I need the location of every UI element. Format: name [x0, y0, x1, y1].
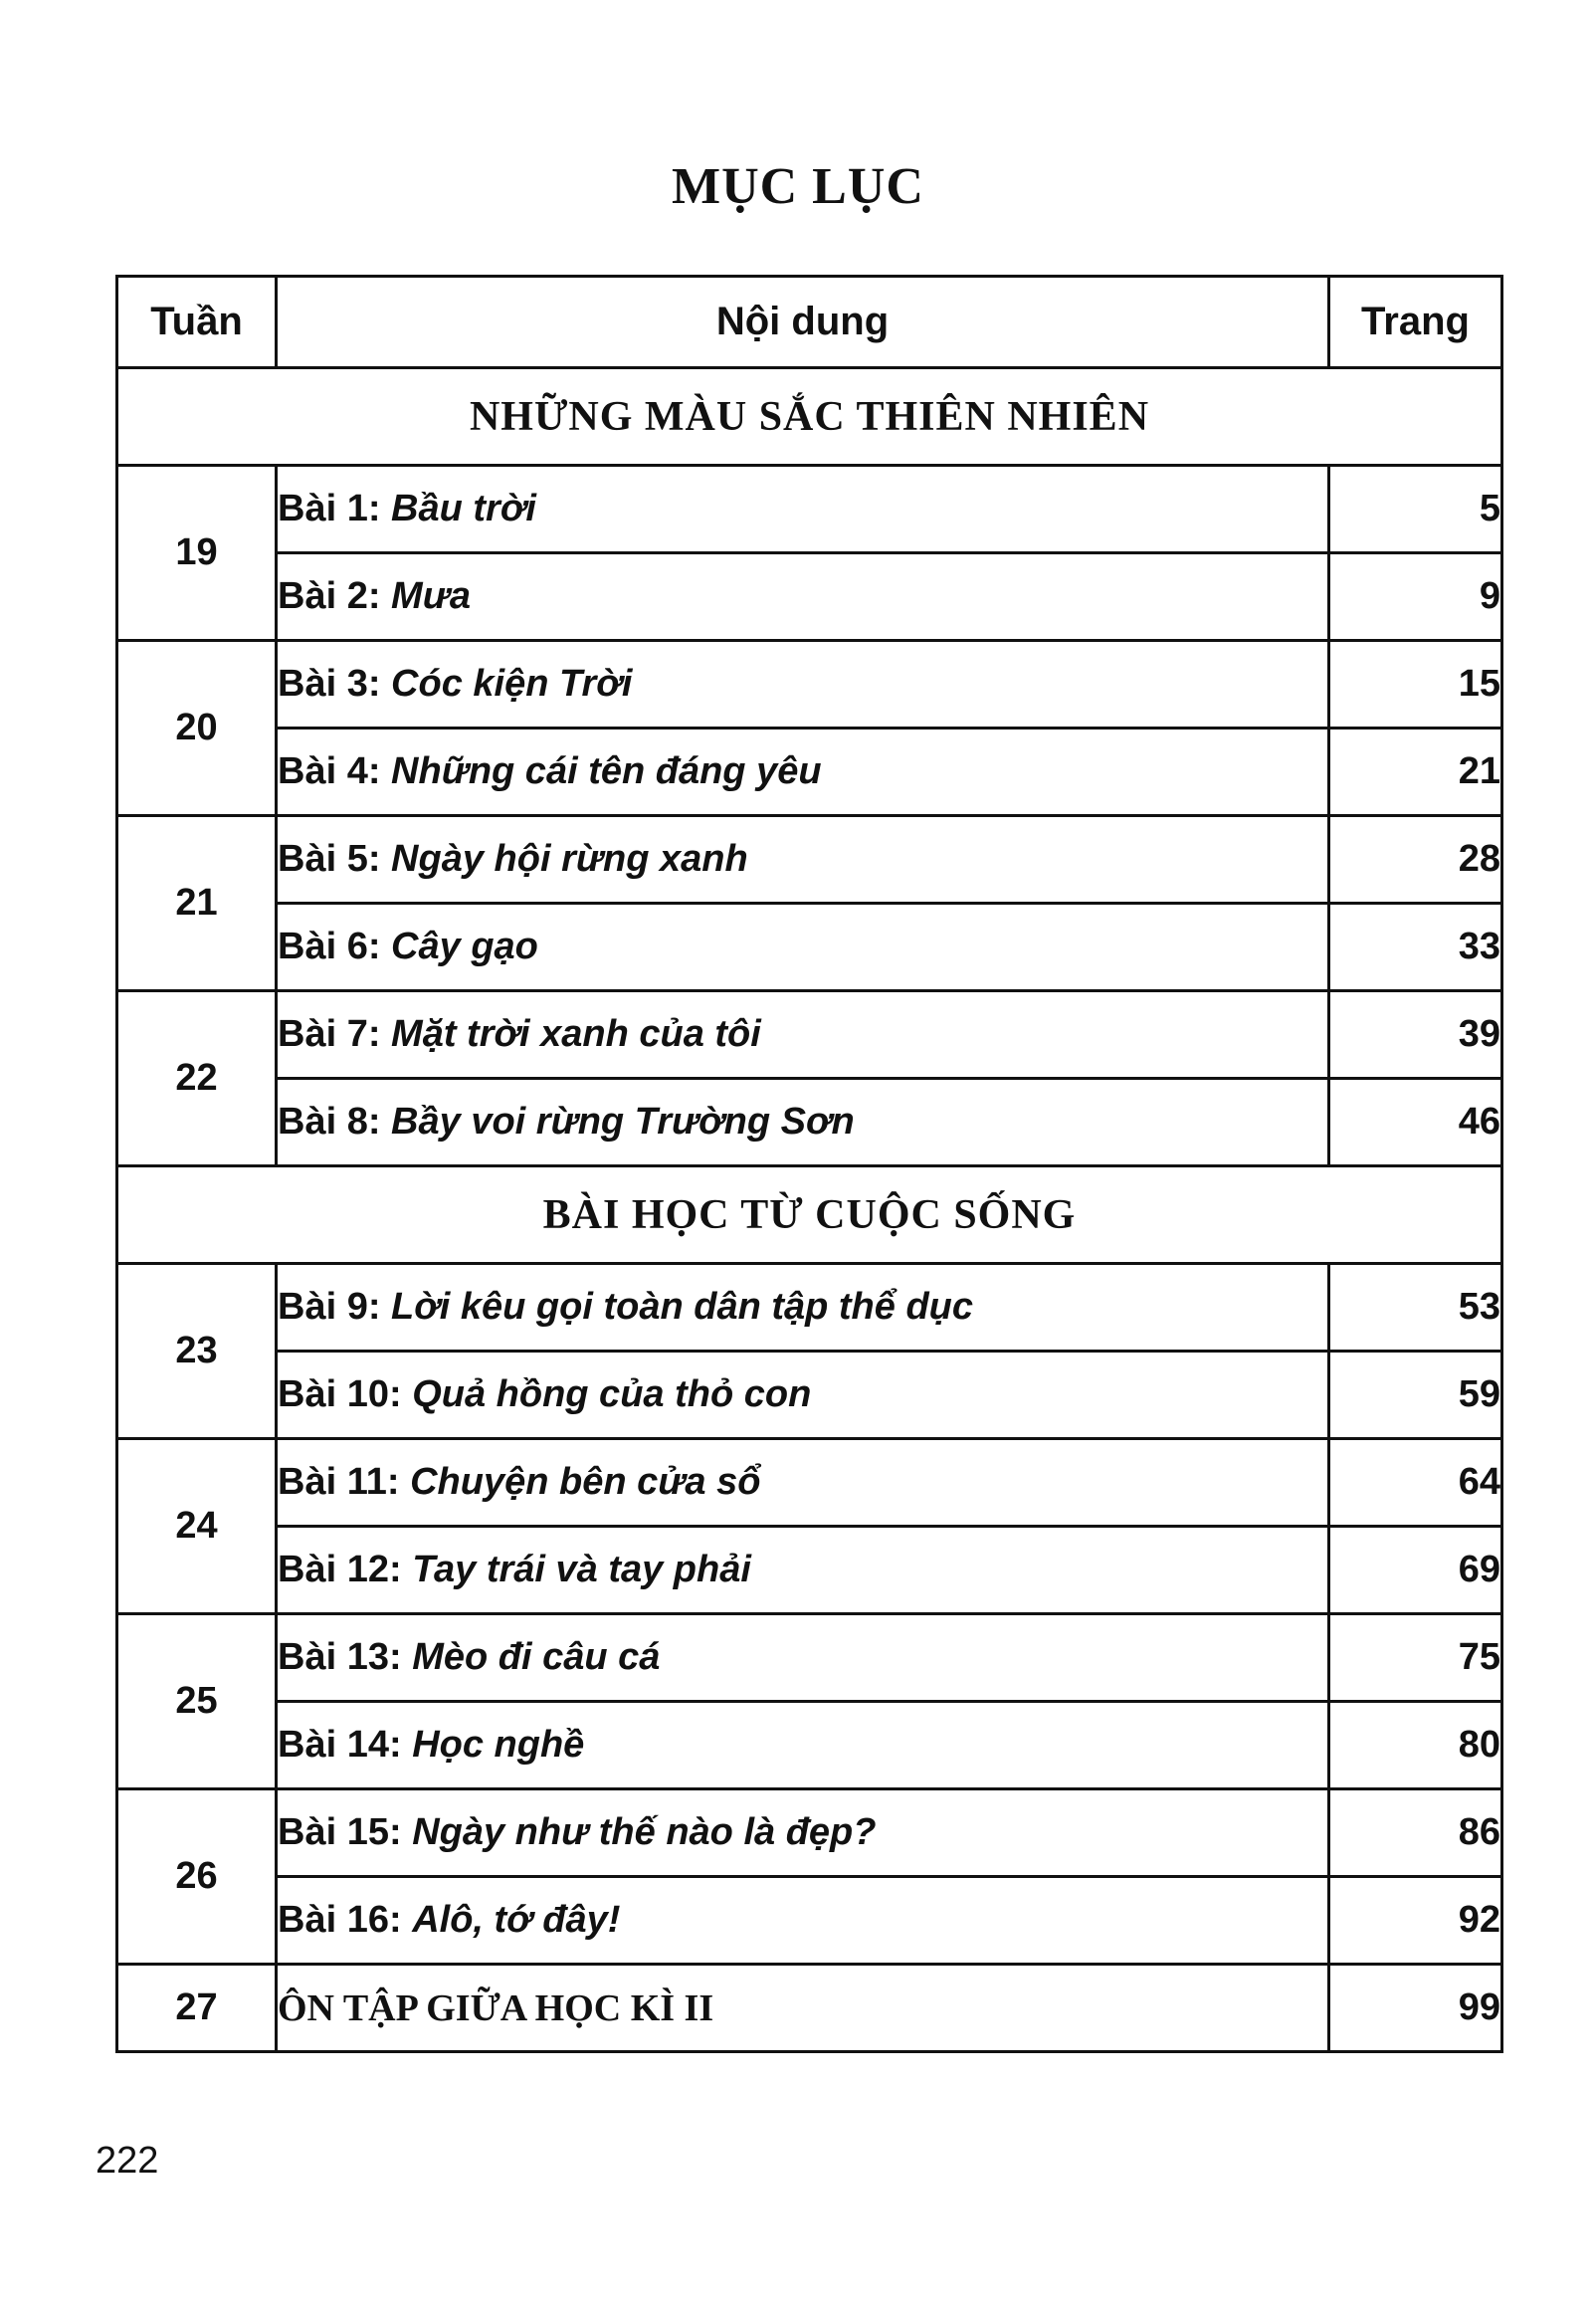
lesson-row [117, 1877, 1502, 1965]
lesson-number: Bài 1: [278, 488, 381, 529]
lesson-number: Bài 6: [278, 926, 381, 967]
lesson-entry [277, 729, 1329, 816]
lesson-entry [277, 904, 1329, 991]
lesson-page: 39 [1329, 991, 1502, 1079]
lesson-page: 92 [1329, 1877, 1502, 1965]
lesson-number: Bài 15: [278, 1811, 402, 1853]
toc-table [115, 275, 1503, 2053]
week-number: 21 [117, 816, 277, 991]
lesson-row [117, 991, 1502, 1079]
lesson-page: 9 [1329, 553, 1502, 641]
lesson-row [117, 641, 1502, 729]
section-title: NHỮNG MÀU SẮC THIÊN NHIÊN [117, 368, 1502, 466]
lesson-name: Cóc kiện Trời [391, 663, 633, 705]
lesson-name: Chuyện bên cửa sổ [410, 1461, 761, 1503]
lesson-page: 21 [1329, 729, 1502, 816]
lesson-row [117, 1439, 1502, 1527]
lesson-entry [277, 641, 1329, 729]
lesson-page: 46 [1329, 1079, 1502, 1166]
lesson-number: Bài 10: [278, 1373, 402, 1415]
lesson-page: 5 [1329, 466, 1502, 553]
lesson-name: Bầy voi rừng Trường Sơn [391, 1101, 855, 1143]
lesson-row [117, 553, 1502, 641]
week-number: 22 [117, 991, 277, 1166]
lesson-name: Tay trái và tay phải [412, 1549, 751, 1590]
lesson-row [117, 729, 1502, 816]
header-row [117, 277, 1502, 368]
header-content: Nội dung [277, 277, 1329, 368]
lesson-page: 86 [1329, 1789, 1502, 1877]
lesson-name: Mặt trời xanh của tôi [391, 1013, 761, 1055]
lesson-page: 59 [1329, 1352, 1502, 1439]
week-number: 19 [117, 466, 277, 641]
week-number: 23 [117, 1264, 277, 1439]
lesson-entry [277, 1789, 1329, 1877]
lesson-page: 28 [1329, 816, 1502, 904]
lesson-name: Học nghề [412, 1724, 585, 1766]
review-week: 27 [117, 1965, 277, 2052]
lesson-row [117, 1527, 1502, 1614]
lesson-name: Ngày hội rừng xanh [391, 838, 748, 880]
lesson-page: 69 [1329, 1527, 1502, 1614]
lesson-number: Bài 13: [278, 1636, 402, 1678]
review-page: 99 [1329, 1965, 1502, 2052]
page-number: 222 [96, 2140, 159, 2182]
lesson-row [117, 1614, 1502, 1702]
lesson-entry [277, 1439, 1329, 1527]
week-number: 26 [117, 1789, 277, 1965]
lesson-name: Những cái tên đáng yêu [391, 750, 822, 792]
week-number: 20 [117, 641, 277, 816]
lesson-entry [277, 1614, 1329, 1702]
lesson-number: Bài 2: [278, 575, 381, 617]
lesson-name: Cây gạo [391, 926, 538, 967]
lesson-row [117, 1702, 1502, 1789]
lesson-name: Bầu trời [391, 488, 536, 529]
lesson-entry [277, 1702, 1329, 1789]
lesson-page: 64 [1329, 1439, 1502, 1527]
lesson-name: Lời kêu gọi toàn dân tập thể dục [391, 1286, 974, 1328]
lesson-entry [277, 1877, 1329, 1965]
lesson-entry [277, 1264, 1329, 1352]
lesson-name: Ngày như thế nào là đẹp? [412, 1811, 877, 1853]
lesson-name: Alô, tớ đây! [412, 1899, 621, 1941]
page-title: MỤC LỤC [672, 158, 924, 215]
lesson-page: 53 [1329, 1264, 1502, 1352]
lesson-page: 75 [1329, 1614, 1502, 1702]
lesson-number: Bài 12: [278, 1549, 402, 1590]
lesson-row [117, 1264, 1502, 1352]
lesson-entry [277, 991, 1329, 1079]
lesson-row [117, 1352, 1502, 1439]
lesson-number: Bài 11: [278, 1461, 400, 1503]
lesson-page: 80 [1329, 1702, 1502, 1789]
lesson-number: Bài 7: [278, 1013, 381, 1055]
section-row [117, 368, 1502, 466]
lesson-row [117, 466, 1502, 553]
header-week: Tuần [117, 277, 277, 368]
section-title: BÀI HỌC TỪ CUỘC SỐNG [117, 1166, 1502, 1264]
lesson-name: Mèo đi câu cá [412, 1636, 661, 1678]
header-page: Trang [1329, 277, 1502, 368]
review-title: ÔN TẬP GIỮA HỌC KÌ II [277, 1965, 1329, 2052]
lesson-number: Bài 16: [278, 1899, 402, 1941]
lesson-entry [277, 1352, 1329, 1439]
lesson-entry [277, 466, 1329, 553]
lesson-page: 15 [1329, 641, 1502, 729]
lesson-row [117, 816, 1502, 904]
section-row [117, 1166, 1502, 1264]
lesson-number: Bài 9: [278, 1286, 381, 1328]
lesson-entry [277, 1527, 1329, 1614]
lesson-entry [277, 1079, 1329, 1166]
lesson-row [117, 1789, 1502, 1877]
week-number: 24 [117, 1439, 277, 1614]
lesson-number: Bài 4: [278, 750, 381, 792]
lesson-number: Bài 3: [278, 663, 381, 705]
lesson-number: Bài 5: [278, 838, 381, 880]
lesson-name: Mưa [391, 575, 471, 617]
lesson-name: Quả hồng của thỏ con [412, 1373, 812, 1415]
lesson-number: Bài 8: [278, 1101, 381, 1143]
lesson-row [117, 1079, 1502, 1166]
lesson-entry [277, 816, 1329, 904]
lesson-row [117, 904, 1502, 991]
lesson-number: Bài 14: [278, 1724, 402, 1766]
review-row [117, 1965, 1502, 2052]
lesson-page: 33 [1329, 904, 1502, 991]
lesson-entry [277, 553, 1329, 641]
week-number: 25 [117, 1614, 277, 1789]
